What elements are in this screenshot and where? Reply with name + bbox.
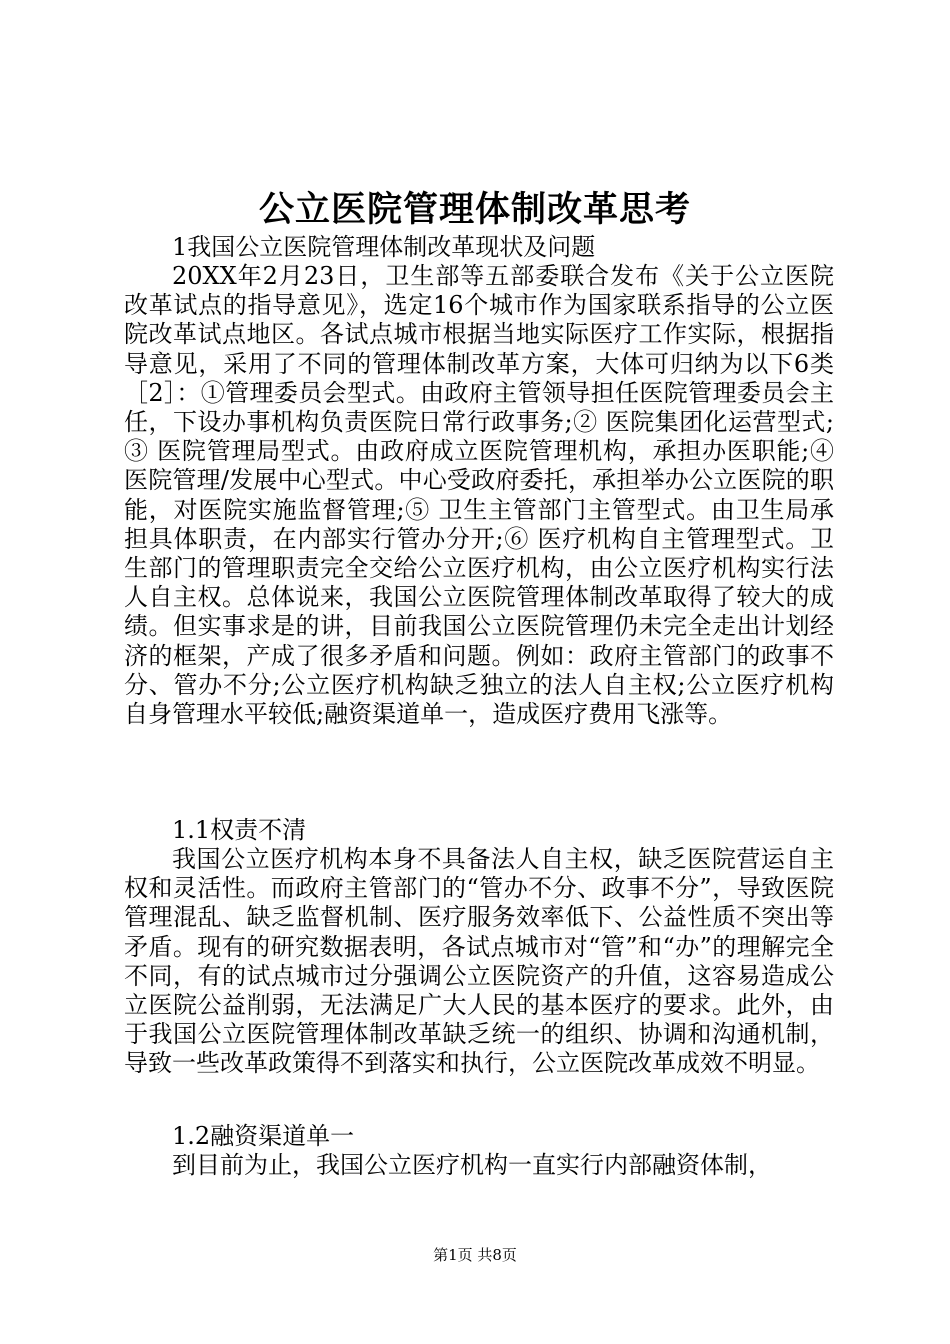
section-1-1-paragraph: 我国公立医疗机构本身不具备法人自主权，缺乏医院营运自主权和灵活性。而政府主管部门的“管办不分、政事不分”，导致医院管理混乱、缺乏监督机制、医疗服务效率低下、公益性质不突出等矛盾。现有的研究数据表明，各试点城市对“管”和“办”的理解完全不同，有的试点城市过分强调公立医院资产的升值，这容易造成公立医院公益削弱，无法满足广大人民的基本医疗的要求。此外，由于我国公立医院管理体制改革缺乏统一的组织、协调和沟通机制，导致一些改革政策得不到落实和执行，公立医院改革成效不明显。 [124, 845, 834, 1078]
section-heading-1-1: 1.1权责不清 [172, 816, 307, 844]
section-1-paragraph: 20XX年2月23日，卫生部等五部委联合发布《关于公立医院改革试点的指导意见》，选定16个城市作为国家联系指导的公立医院改革试点地区。各试点城市根据当地实际医疗工作实际，根据指导意见，采用了不同的管理体制改革方案，大体可归纳为以下6类［2］：①管理委员会型式。由政府主管领导担任医院管理委员会主任，下设办事机构负责医院日常行政事务;② 医院集团化运营型式;③ 医院管理局型式。由政府成立医院管理机构，承担办医职能;④ 医院管理/发展中心型式。中心受政府委托，承担举办公立医院的职能，对医院实施监督管理;⑤ 卫生主管部门主管型式。由卫生局承担具体职责，在内部实行管办分开;⑥ 医疗机构自主管理型式。卫生部门的管理职责完全交给公立医疗机构，由公立医疗机构实行法人自主权。总体说来，我国公立医院管理体制改革取得了较大的成绩。但实事求是的讲，目前我国公立医院管理仍未完全走出计划经济的框架，产成了很多矛盾和问题。例如：政府主管部门的政事不分、管办不分;公立医疗机构缺乏独立的法人自主权;公立医疗机构自身管理水平较低;融资渠道单一，造成医疗费用飞涨等。 [124, 262, 834, 729]
section-1-2-paragraph: 到目前为止，我国公立医疗机构一直实行内部融资体制， [172, 1151, 772, 1179]
document-title: 公立医院管理体制改革思考 [258, 189, 691, 230]
section-heading-1-2: 1.2融资渠道单一 [172, 1122, 355, 1150]
section-heading-1: 1我国公立医院管理体制改革现状及问题 [172, 233, 596, 261]
page-indicator: 第1页 共8页 [433, 1246, 517, 1264]
